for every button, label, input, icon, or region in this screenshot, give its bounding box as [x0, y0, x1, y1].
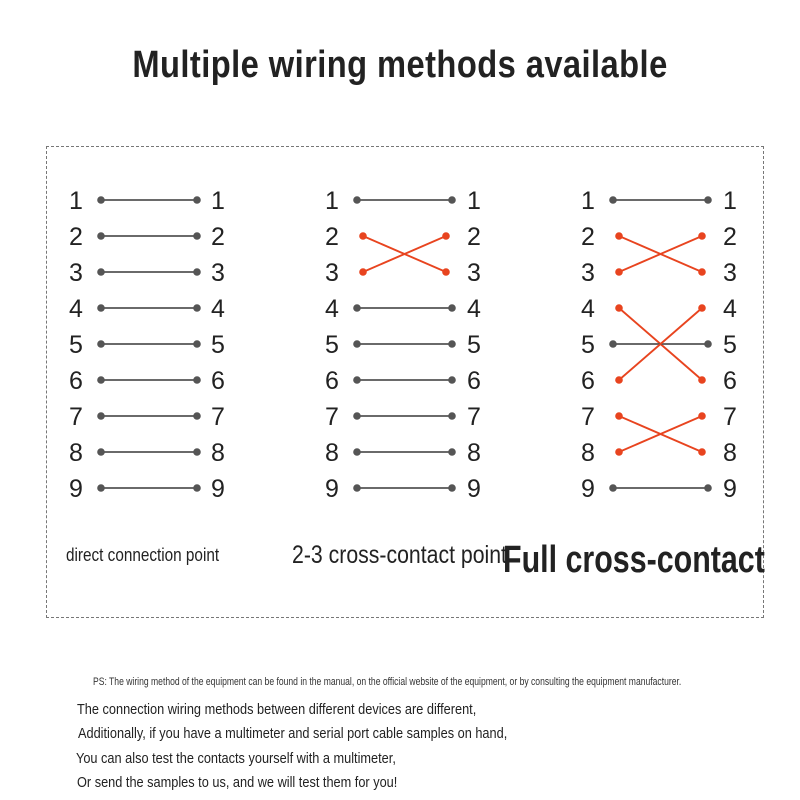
pin-dot-right	[193, 268, 201, 276]
pin-dot-right	[193, 196, 201, 204]
pin-dot-left	[353, 484, 361, 492]
pin-label-right: 6	[467, 367, 481, 395]
pin-dot-left	[615, 376, 623, 384]
pin-dot-left	[609, 484, 617, 492]
pin-dot-right	[193, 412, 201, 420]
pin-label-left: 6	[69, 367, 83, 395]
pin-label-right: 8	[723, 439, 737, 467]
pin-dot-right	[448, 304, 456, 312]
pin-dot-left	[353, 304, 361, 312]
pin-label-left: 4	[325, 295, 339, 323]
pin-dot-right	[193, 340, 201, 348]
pin-label-right: 7	[467, 403, 481, 431]
pin-dot-right	[698, 304, 706, 312]
pin-label-left: 7	[581, 403, 595, 431]
pin-label-left: 9	[325, 475, 339, 503]
pin-label-right: 4	[211, 295, 225, 323]
pin-dot-left	[353, 196, 361, 204]
pin-label-right: 6	[211, 367, 225, 395]
pin-dot-right	[698, 412, 706, 420]
pin-dot-right	[698, 448, 706, 456]
pin-dot-left	[353, 340, 361, 348]
pin-label-left: 7	[69, 403, 83, 431]
ps-note: PS: The wiring method of the equipment can be found in the manual, on the official website of the equipment, or by consulting the equipment manufacturer.	[93, 676, 682, 688]
pin-dot-right	[704, 484, 712, 492]
pin-label-left: 9	[69, 475, 83, 503]
pin-label-left: 7	[325, 403, 339, 431]
pin-label-right: 4	[723, 295, 737, 323]
pin-label-right: 4	[467, 295, 481, 323]
pin-label-left: 5	[581, 331, 595, 359]
pin-label-right: 3	[723, 259, 737, 287]
pin-dot-left	[97, 412, 105, 420]
pin-dot-right	[193, 448, 201, 456]
pin-label-left: 5	[325, 331, 339, 359]
pin-dot-left	[353, 376, 361, 384]
pin-dot-right	[448, 412, 456, 420]
pin-label-left: 2	[69, 223, 83, 251]
pin-dot-left	[615, 412, 623, 420]
pin-label-left: 1	[325, 187, 339, 215]
pin-label-right: 3	[467, 259, 481, 287]
pin-label-right: 2	[211, 223, 225, 251]
diagram-label-direct: direct connection point	[66, 545, 220, 565]
pin-label-right: 9	[211, 475, 225, 503]
pin-dot-left	[97, 448, 105, 456]
pin-dot-left	[359, 268, 367, 276]
pin-label-left: 2	[325, 223, 339, 251]
pin-dot-left	[609, 196, 617, 204]
pin-dot-right	[442, 268, 450, 276]
pin-dot-right	[448, 484, 456, 492]
pin-label-left: 4	[69, 295, 83, 323]
pin-dot-right	[448, 196, 456, 204]
pin-dot-left	[609, 340, 617, 348]
pin-label-left: 4	[581, 295, 595, 323]
pin-label-left: 9	[581, 475, 595, 503]
note-line-3: You can also test the contacts yourself with a multimeter,	[76, 750, 396, 767]
pin-dot-left	[615, 268, 623, 276]
pin-label-right: 2	[723, 223, 737, 251]
pin-label-left: 3	[69, 259, 83, 287]
pin-label-left: 1	[69, 187, 83, 215]
diagram-label-2-3-cross: 2-3 cross-contact point	[292, 541, 507, 569]
pin-dot-left	[97, 376, 105, 384]
note-line-1: The connection wiring methods between different devices are different,	[77, 701, 477, 718]
pin-dot-right	[448, 376, 456, 384]
pin-label-right: 8	[211, 439, 225, 467]
pin-dot-right	[698, 376, 706, 384]
pin-dot-left	[97, 340, 105, 348]
pin-label-right: 1	[723, 187, 737, 215]
pin-dot-left	[615, 232, 623, 240]
pin-label-right: 5	[723, 331, 737, 359]
pin-label-right: 3	[211, 259, 225, 287]
note-line-2: Additionally, if you have a multimeter and serial port cable samples on hand,	[78, 725, 508, 742]
pin-dot-right	[193, 484, 201, 492]
pin-label-left: 6	[581, 367, 595, 395]
pin-dot-right	[442, 232, 450, 240]
pin-dot-right	[193, 376, 201, 384]
pin-label-left: 8	[69, 439, 83, 467]
pin-dot-left	[353, 448, 361, 456]
pin-label-left: 6	[325, 367, 339, 395]
pin-label-left: 3	[325, 259, 339, 287]
pin-dot-right	[704, 340, 712, 348]
pin-label-right: 1	[211, 187, 225, 215]
pin-label-left: 5	[69, 331, 83, 359]
pin-dot-right	[698, 268, 706, 276]
pin-dot-right	[193, 232, 201, 240]
pin-dot-left	[97, 268, 105, 276]
pin-dot-right	[698, 232, 706, 240]
pin-label-right: 5	[211, 331, 225, 359]
pin-label-right: 2	[467, 223, 481, 251]
diagram-label-full-cross: Full cross-contact	[503, 539, 765, 581]
pin-dot-right	[448, 448, 456, 456]
pin-label-right: 5	[467, 331, 481, 359]
pin-dot-right	[448, 340, 456, 348]
note-line-4: Or send the samples to us, and we will test them for you!	[77, 774, 398, 791]
pin-dot-left	[615, 448, 623, 456]
pin-label-right: 1	[467, 187, 481, 215]
pin-dot-left	[615, 304, 623, 312]
pin-dot-right	[193, 304, 201, 312]
pin-label-right: 9	[467, 475, 481, 503]
pin-dot-right	[704, 196, 712, 204]
pin-label-right: 6	[723, 367, 737, 395]
pin-label-left: 8	[325, 439, 339, 467]
pin-dot-left	[353, 412, 361, 420]
pin-dot-left	[97, 232, 105, 240]
pin-label-left: 3	[581, 259, 595, 287]
pin-dot-left	[97, 304, 105, 312]
pin-label-left: 2	[581, 223, 595, 251]
pin-label-left: 8	[581, 439, 595, 467]
pin-label-right: 7	[723, 403, 737, 431]
pin-dot-left	[359, 232, 367, 240]
pin-dot-left	[97, 484, 105, 492]
pin-label-right: 7	[211, 403, 225, 431]
pin-dot-left	[97, 196, 105, 204]
pin-label-right: 8	[467, 439, 481, 467]
pin-label-right: 9	[723, 475, 737, 503]
pin-label-left: 1	[581, 187, 595, 215]
page-title: Multiple wiring methods available	[132, 44, 668, 86]
